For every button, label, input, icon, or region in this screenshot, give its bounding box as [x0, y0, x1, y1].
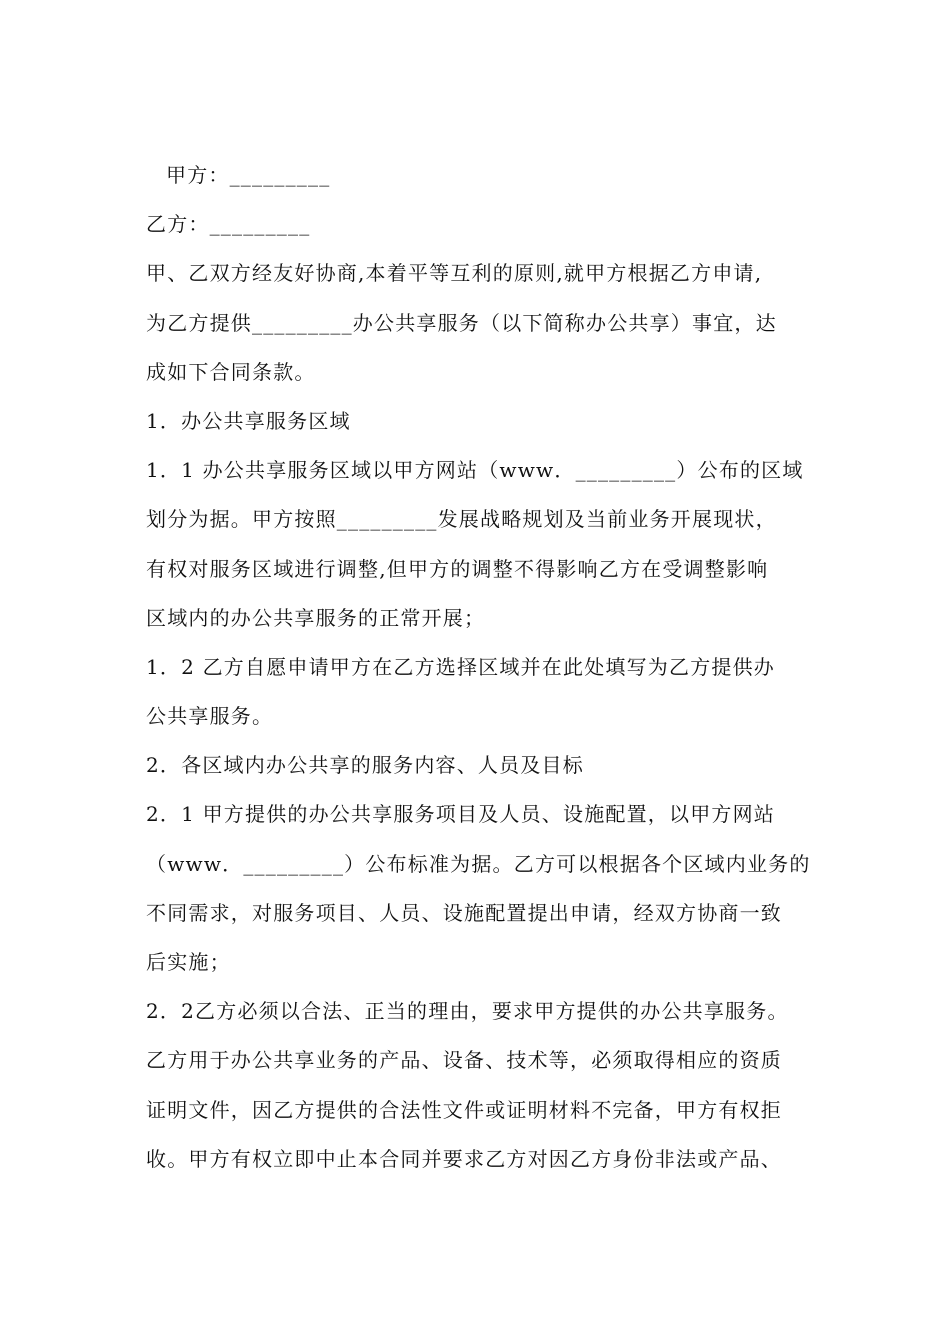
clause-1-1-line-3: 有权对服务区域进行调整,但甲方的调整不得影响乙方在受调整影响: [146, 556, 769, 581]
clause-1-1-line-4: 区域内的办公共享服务的正常开展；: [146, 605, 486, 630]
preamble-line-3: 成如下合同条款。: [146, 359, 316, 384]
clause-2-1-line-2: （www．_________）公布标准为据。乙方可以根据各个区域内业务的: [146, 851, 811, 876]
clause-2-1-line-4: 后实施；: [146, 950, 231, 974]
party-b-line: 乙方：_________: [146, 212, 311, 237]
clause-1-1-line-1: 1．1 办公共享服务区域以甲方网站（www．_________）公布的区域: [146, 458, 804, 483]
clause-2-2-line-3: 证明文件，因乙方提供的合法性文件或证明材料不完备，甲方有权拒: [146, 1097, 782, 1122]
clause-1-2-line-2: 公共享服务。: [146, 704, 274, 729]
party-a-line: 甲方：_________: [166, 163, 331, 187]
section-1-heading: 1．办公共享服务区域: [146, 408, 351, 433]
clause-2-2-line-4: 收。甲方有权立即中止本合同并要求乙方对因乙方身份非法或产品、: [146, 1146, 782, 1171]
section-2-heading: 2．各区域内办公共享的服务内容、人员及目标: [146, 753, 584, 778]
clause-2-2-line-2: 乙方用于办公共享业务的产品、设备、技术等，必须取得相应的资质: [146, 1048, 782, 1073]
clause-2-2-line-1: 2．2乙方必须以合法、正当的理由，要求甲方提供的办公共享服务。: [146, 999, 789, 1024]
clause-2-1-line-1: 2．1 甲方提供的办公共享服务项目及人员、设施配置，以甲方网站: [146, 802, 776, 827]
clause-2-1-line-3: 不同需求，对服务项目、人员、设施配置提出申请，经双方协商一致: [146, 900, 782, 925]
preamble-line-1: 甲、乙双方经友好协商,本着平等互利的原则,就甲方根据乙方申请,: [146, 261, 763, 286]
clause-1-1-line-2: 划分为据。甲方按照_________发展战略规划及当前业务开展现状，: [146, 507, 777, 532]
preamble-line-2: 为乙方提供_________办公共享服务（以下简称办公共享）事宜，达: [146, 310, 777, 335]
clause-1-2-line-1: 1．2 乙方自愿申请甲方在乙方选择区域并在此处填写为乙方提供办: [146, 654, 776, 679]
document-body: [146, 151, 826, 1184]
